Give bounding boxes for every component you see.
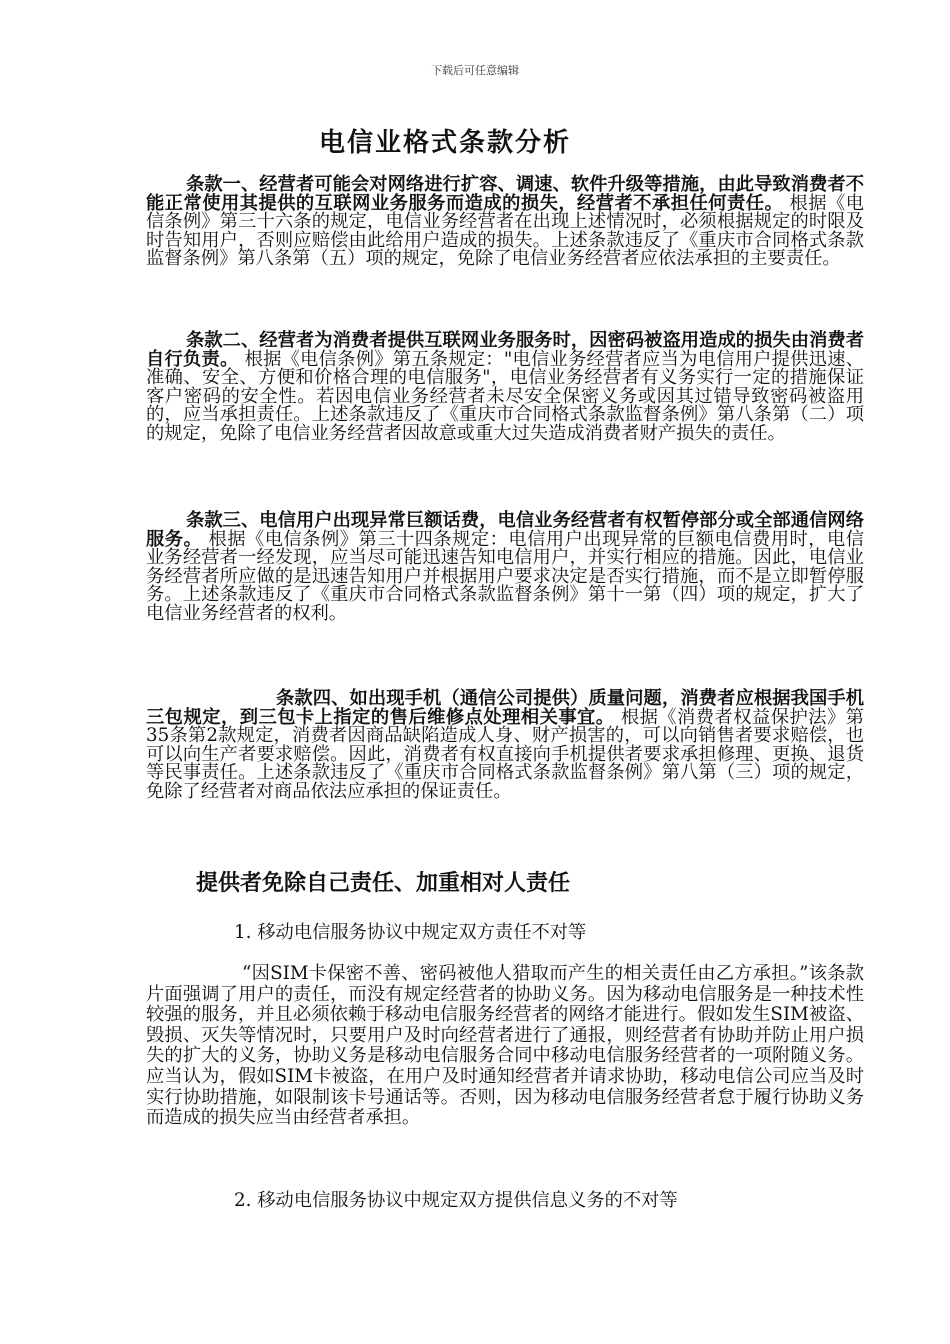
clause-1-heading: 条款一、经营者可能会对网络进行扩容、调速、软件升级等措施，由此导致消费者不能正常使用其提供的互联网业务服务而造成的损失，经营者不承担任何责任。 xyxy=(146,174,864,214)
document-title: 电信业格式条款分析 xyxy=(318,128,571,158)
item-1-heading: 1. 移动电信服务协议中规定双方责任不对等 xyxy=(234,922,587,943)
section-heading: 提供者免除自己责任、加重相对人责任 xyxy=(196,871,571,896)
clause-4-body: 根据《消费者权益保护法》第35条第2款规定，消费者因商品缺陷造成人身、财产损害的，可以向销售者要求赔偿，也可以向生产者要求赔偿。因此，消费者有权直接向手机提供者要求承担修理、更换、退货等民事责任。上述条款违反了《重庆市合同格式条款监督条例》第八第（三）项的规定，免除了经营者对商品依法应承担的保证责任。 xyxy=(146,706,865,802)
clause-4-heading: 条款四、如出现手机（通信公司提供）质量问题，消费者应根据我国手机三包规定，到三包卡上指定的售后维修点处理相关事宜。 xyxy=(146,688,864,728)
clause-3-body: 根据《电信条例》第三十四条规定：电信用户出现异常的巨额电信费用时，电信业务经营者一经发现，应当尽可能迅速告知电信用户，并实行相应的措施。因此，电信业务经营者所应做的是迅速告知用户并根据用户要求决定是否实行措施，而不是立即暂停服务。上述条款违反了《重庆市合同格式条款监督条例》第十一第（四）项的规定，扩大了电信业务经营者的权利。 xyxy=(146,528,865,624)
clause-2 xyxy=(146,332,864,444)
header-note: 下载后可任意编辑 xyxy=(431,64,519,77)
clause-1-body: 根据《电信条例》第三十六条的规定，电信业务经营者在出现上述情况时，必须根据规定的时限及时告知用户，否则应赔偿由此给用户造成的损失。上述条款违反了《重庆市合同格式条款监督条例》第八条第（五）项的规定，免除了电信业务经营者应依法承担的主要责任。 xyxy=(146,192,865,270)
item-1-body xyxy=(146,964,864,1129)
clause-2-heading: 条款二、经营者为消费者提供互联网业务服务时，因密码被盗用造成的损失由消费者自行负责。 xyxy=(146,330,864,370)
clause-3-heading: 条款三、电信用户出现异常巨额话费，电信业务经营者有权暂停部分或全部通信网络服务。 xyxy=(146,510,864,550)
item-2-heading: 2. 移动电信服务协议中规定双方提供信息义务的不对等 xyxy=(234,1190,678,1211)
item-1-body-text: “因SIM卡保密不善、密码被他人猎取而产生的相关责任由乙方承担。”该条款片面强调了用户的责任，而没有规定经营者的协助义务。因为移动电信服务是一种技术性较强的服务，并且必须依赖于移动电信服务经营者的网络才能进行。假如发生SIM被盗、毁损、灭失等情况时，只要用户及时向经营者进行了通报，则经营者有协助并防止用户损失的扩大的义务，协助义务是移动电信服务合同中移动电信服务经营者的一项附随义务。应当认为，假如SIM卡被盗，在用户及时通知经营者并请求协助，移动电信公司应当及时实行协助措施，如限制该卡号通话等。否则，因为移动电信服务经营者怠于履行协助义务而造成的损失应当由经营者承担。 xyxy=(146,963,864,1129)
clause-2-body: 根据《电信条例》第五条规定："电信业务经营者应当为电信用户提供迅速、准确、安全、方便和价格合理的电信服务"，电信业务经营者有义务实行一定的措施保证客户密码的安全性。若因电信业务经营者未尽安全保密义务或因其过错导致密码被盗用的，应当承担责任。上述条款违反了《重庆市合同格式条款监督条例》第八条第（二）项的规定，免除了电信业务经营者因故意或重大过失造成消费者财产损失的责任。 xyxy=(146,348,864,444)
clause-4 xyxy=(146,690,864,802)
clause-1 xyxy=(146,176,864,269)
clause-3 xyxy=(146,512,864,624)
